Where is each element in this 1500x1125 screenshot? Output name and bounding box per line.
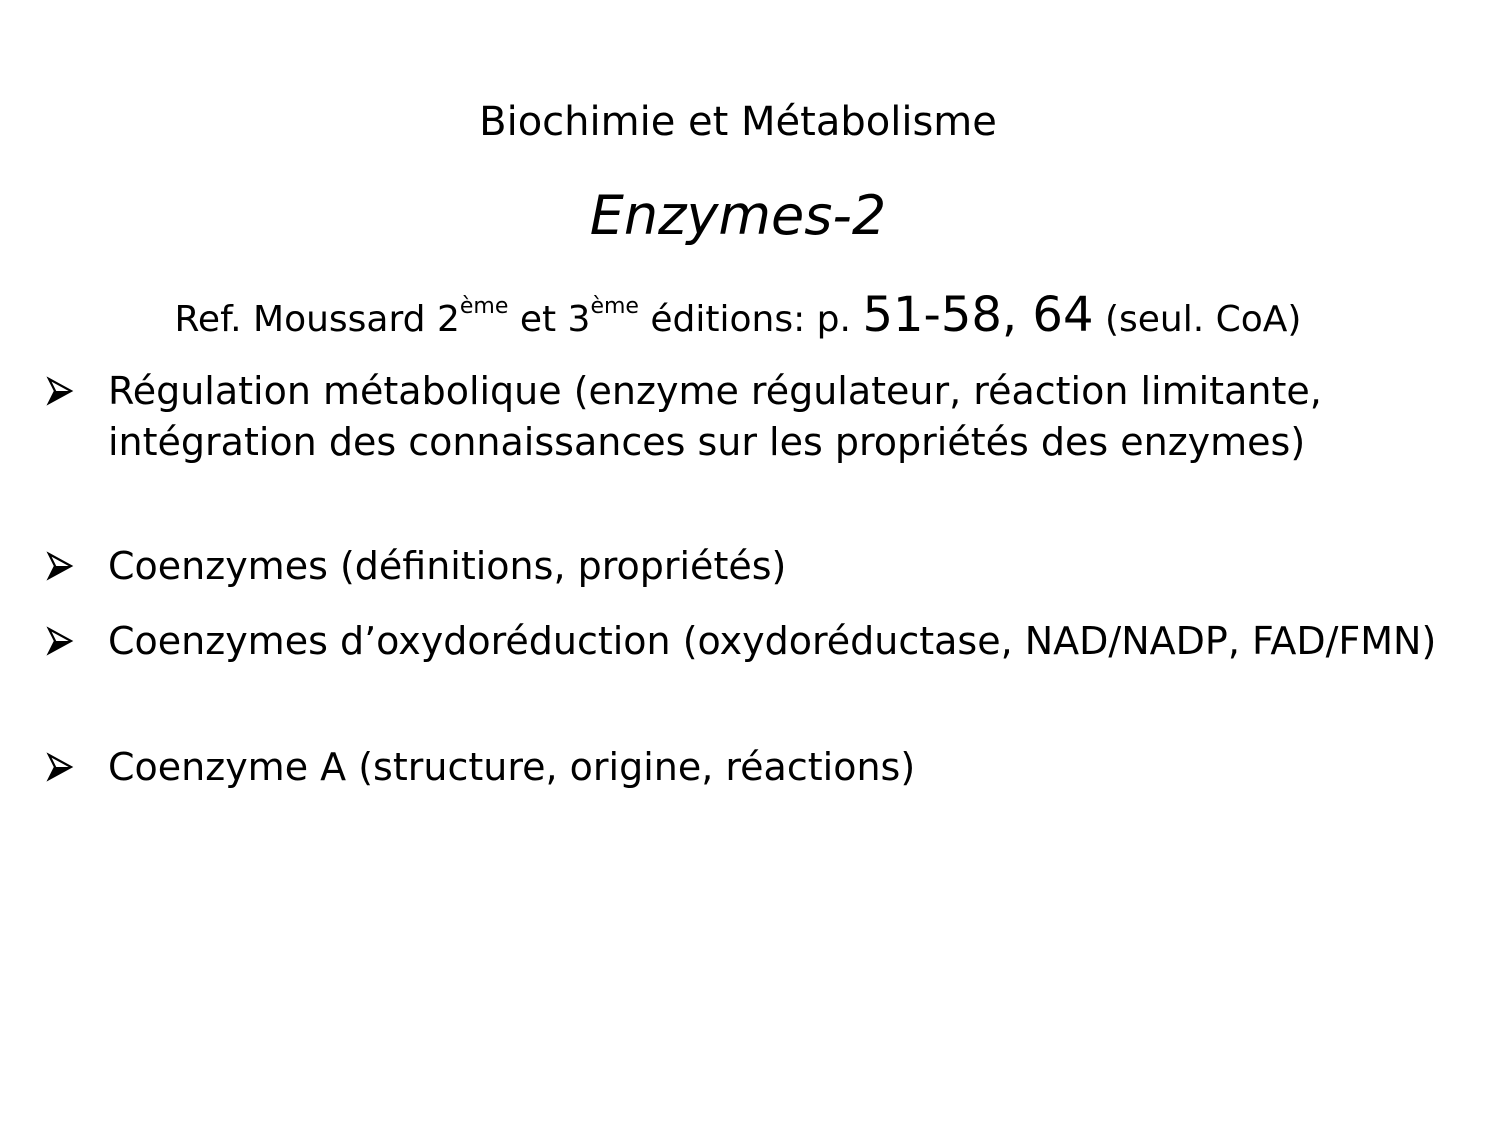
reference-middle: et 3 — [508, 299, 591, 340]
reference-prefix: Ref. Moussard 2 — [174, 299, 460, 340]
arrowhead-bullet-icon — [44, 752, 74, 782]
reference-editions: éditions: p. — [638, 299, 863, 340]
arrowhead-bullet-icon — [44, 551, 74, 581]
reference-superscript-1: ème — [459, 294, 509, 319]
arrowhead-bullet-icon — [44, 376, 74, 406]
chapter-title: Enzymes-2 — [589, 184, 887, 247]
reference-note: (seul. CoA) — [1093, 299, 1302, 340]
reference-line — [0, 285, 1476, 350]
list-item-text: Coenzymes (définitions, propriétés) — [108, 544, 787, 588]
list-item-text: Régulation métabolique (enzyme régulateur, réaction limitante, intégration des connaissances sur les propriétés des enzymes) — [108, 369, 1322, 464]
reference-pages: 51-58, 64 — [862, 287, 1094, 343]
list-item-text: Coenzymes d’oxydoréduction (oxydoréductase, NAD/NADP, FAD/FMN) — [108, 619, 1437, 663]
arrowhead-bullet-icon — [44, 626, 74, 656]
course-title: Biochimie et Métabolisme — [479, 99, 997, 145]
reference-superscript-2: ème — [590, 294, 639, 319]
list-item-text: Coenzyme A (structure, origine, réactions) — [108, 745, 916, 789]
